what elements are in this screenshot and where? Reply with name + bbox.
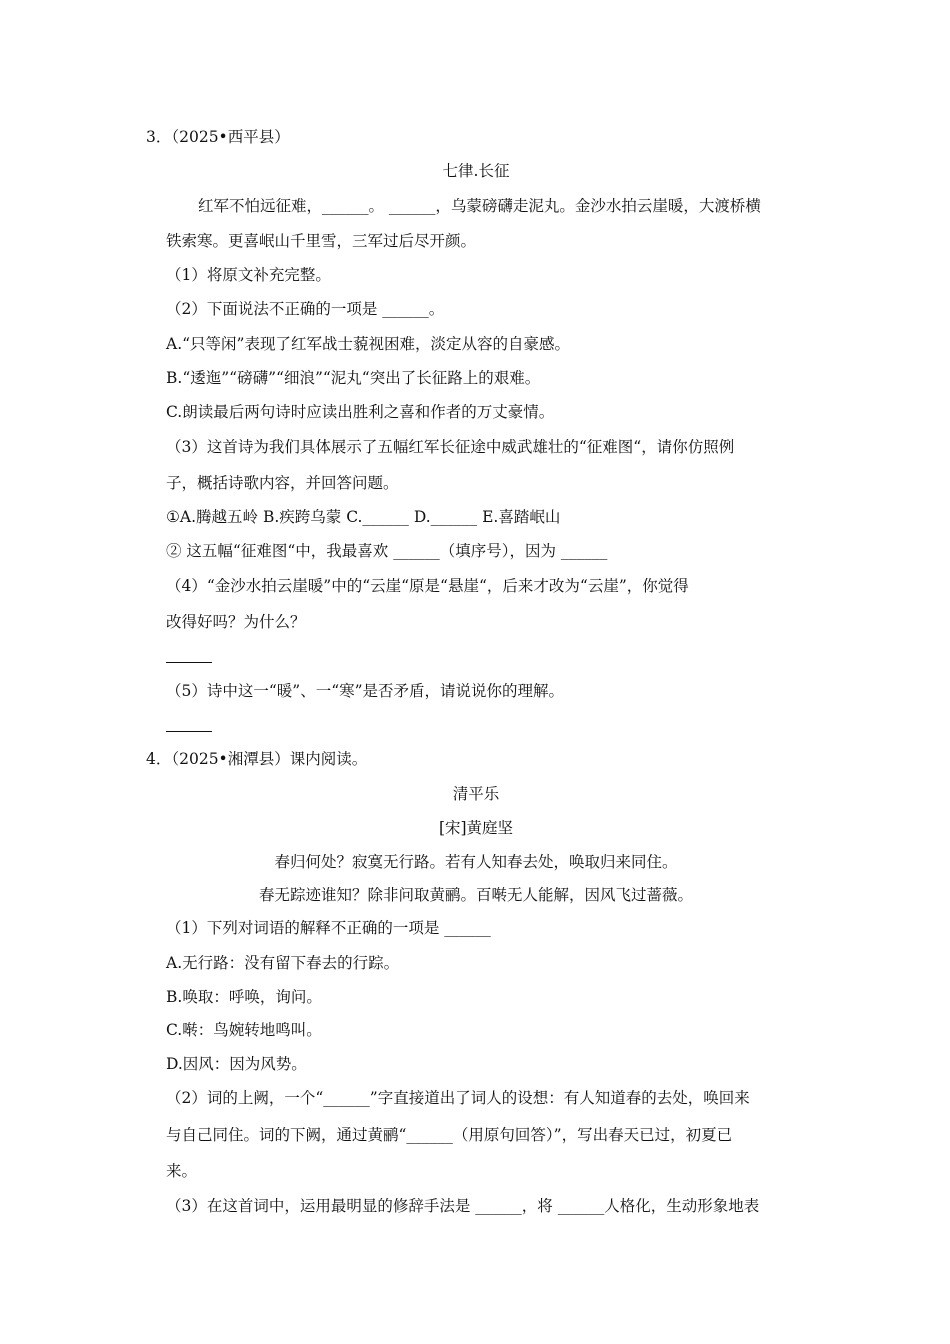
q3-option-b: B.“逶迤”“磅礴”“细浪”“泥丸“突出了长征路上的艰难。 [166,369,541,387]
q3-subquestion-1: （1）将原文补充完整。 [166,266,331,284]
q4-poem-line-1: 春归何处？寂寞无行路。若有人知春去处，唤取归来同住。 [274,853,678,871]
q3-subquestion-3-part-1: ①A.腾越五岭 B.疾跨乌蒙 C.______ D.______ E.喜踏岷山 [166,508,561,526]
q3-answer-blank-4 [166,662,212,663]
q4-poem-line-2: 春无踪迹谁知？除非问取黄鹂。百啭无人能解，因风飞过蔷薇。 [258,886,693,904]
q3-poem-line-1: 红军不怕远征难，______。 ______，乌蒙磅礴走泥丸。金沙水拍云崖暖，大渡桥横 [198,197,761,215]
q3-answer-blank-5 [166,731,212,732]
q4-subquestion-2-line-2: 与自己同住。词的下阙，通过黄鹂“______（用原句回答）”，写出春天已过，初夏已 [166,1126,733,1144]
q3-subquestion-5: （5）诗中这一“暖”、一“寒”是否矛盾，请说说你的理解。 [166,682,565,700]
q4-option-d: D.因风：因为风势。 [166,1055,307,1073]
q4-subquestion-1: （1）下列对词语的解释不正确的一项是 ______ [166,919,491,937]
q4-option-a: A.无行路：没有留下春去的行踪。 [166,954,400,972]
q3-poem-title: 七律.长征 [442,162,510,180]
question-4-header: 4．（2025•湘潭县）课内阅读。 [146,750,368,768]
q4-subquestion-2-line-3: 来。 [166,1162,198,1180]
q4-option-c: C.啭：鸟婉转地鸣叫。 [166,1021,322,1039]
q3-subquestion-4-line-1: （4）“金沙水拍云崖暖”中的“云崖“原是“悬崖“，后来才改为“云崖”，你觉得 [166,577,689,595]
q3-option-a: A.“只等闲”表现了红军战士藐视困难，淡定从容的自豪感。 [166,335,570,353]
q4-subquestion-3-line-1: （3）在这首词中，运用最明显的修辞手法是 ______，将 ______人格化，生动形象地表 [166,1197,760,1215]
q4-poem-author: [宋]黄庭坚 [438,819,514,837]
question-3-header: 3．（2025•西平县） [146,128,290,146]
q3-subquestion-2: （2）下面说法不正确的一项是 ______。 [166,300,445,318]
q3-subquestion-3-line-1: （3）这首诗为我们具体展示了五幅红军长征途中威武雄壮的“征难图“，请你仿照例 [166,438,735,456]
q4-subquestion-2-line-1: （2）词的上阙，一个“______”字直接道出了词人的设想：有人知道春的去处，唤回来 [166,1089,750,1107]
q3-option-c: C.朗读最后两句诗时应读出胜利之喜和作者的万丈豪情。 [166,403,555,421]
q3-subquestion-3-line-2: 子，概括诗歌内容，并回答问题。 [166,474,399,492]
q4-poem-title: 清平乐 [452,785,500,803]
q4-option-b: B.唤取：呼唤，询问。 [166,988,322,1006]
q3-subquestion-4-line-2: 改得好吗？为什么？ [166,613,306,631]
q3-poem-line-2: 铁索寒。更喜岷山千里雪，三军过后尽开颜。 [166,232,477,250]
q3-subquestion-3-part-2: ② 这五幅“征难图“中，我最喜欢 ______（填序号），因为 ______ [166,542,608,560]
